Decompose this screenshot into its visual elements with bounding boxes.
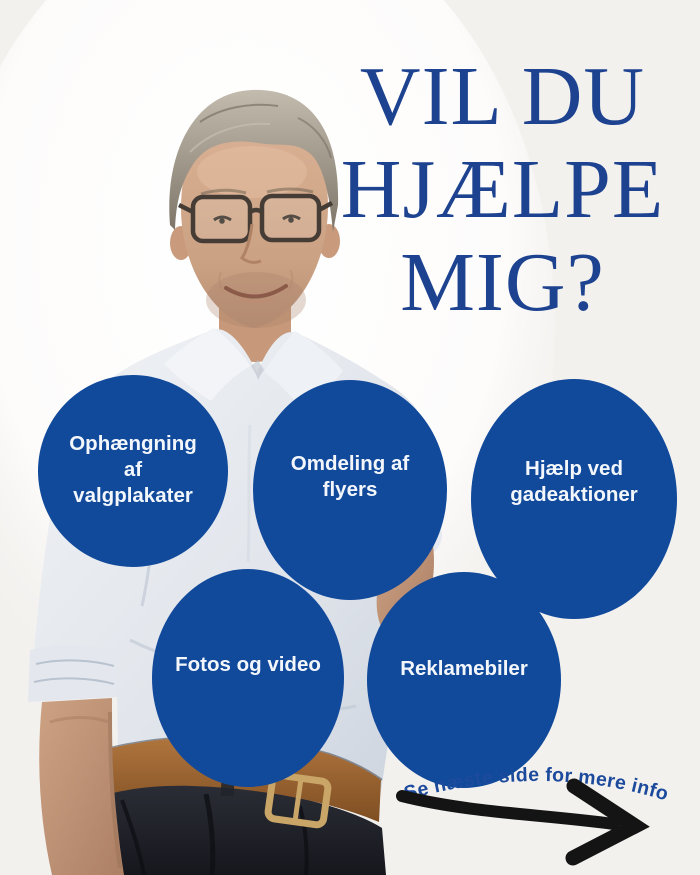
footer-note-text: Se næste side for mere info [401,763,672,806]
bubble-line: valgplakater [73,484,193,507]
bubble-line: Omdeling af [290,452,410,475]
bubble-line: flyers [322,478,378,501]
bubble-line: Reklamebiler [400,657,528,680]
bubble-line: af [123,458,143,481]
title-line-1: VIL DU [359,50,646,143]
bubble-line: gadeaktioner [510,483,638,506]
bubble-line: Fotos og video [175,653,321,676]
bubble-line: Hjælp ved [525,457,623,480]
bubble-line: Ophængning [69,432,197,455]
title-line-3: MIG? [400,236,605,329]
title-line-2: HJÆLPE [340,143,665,236]
